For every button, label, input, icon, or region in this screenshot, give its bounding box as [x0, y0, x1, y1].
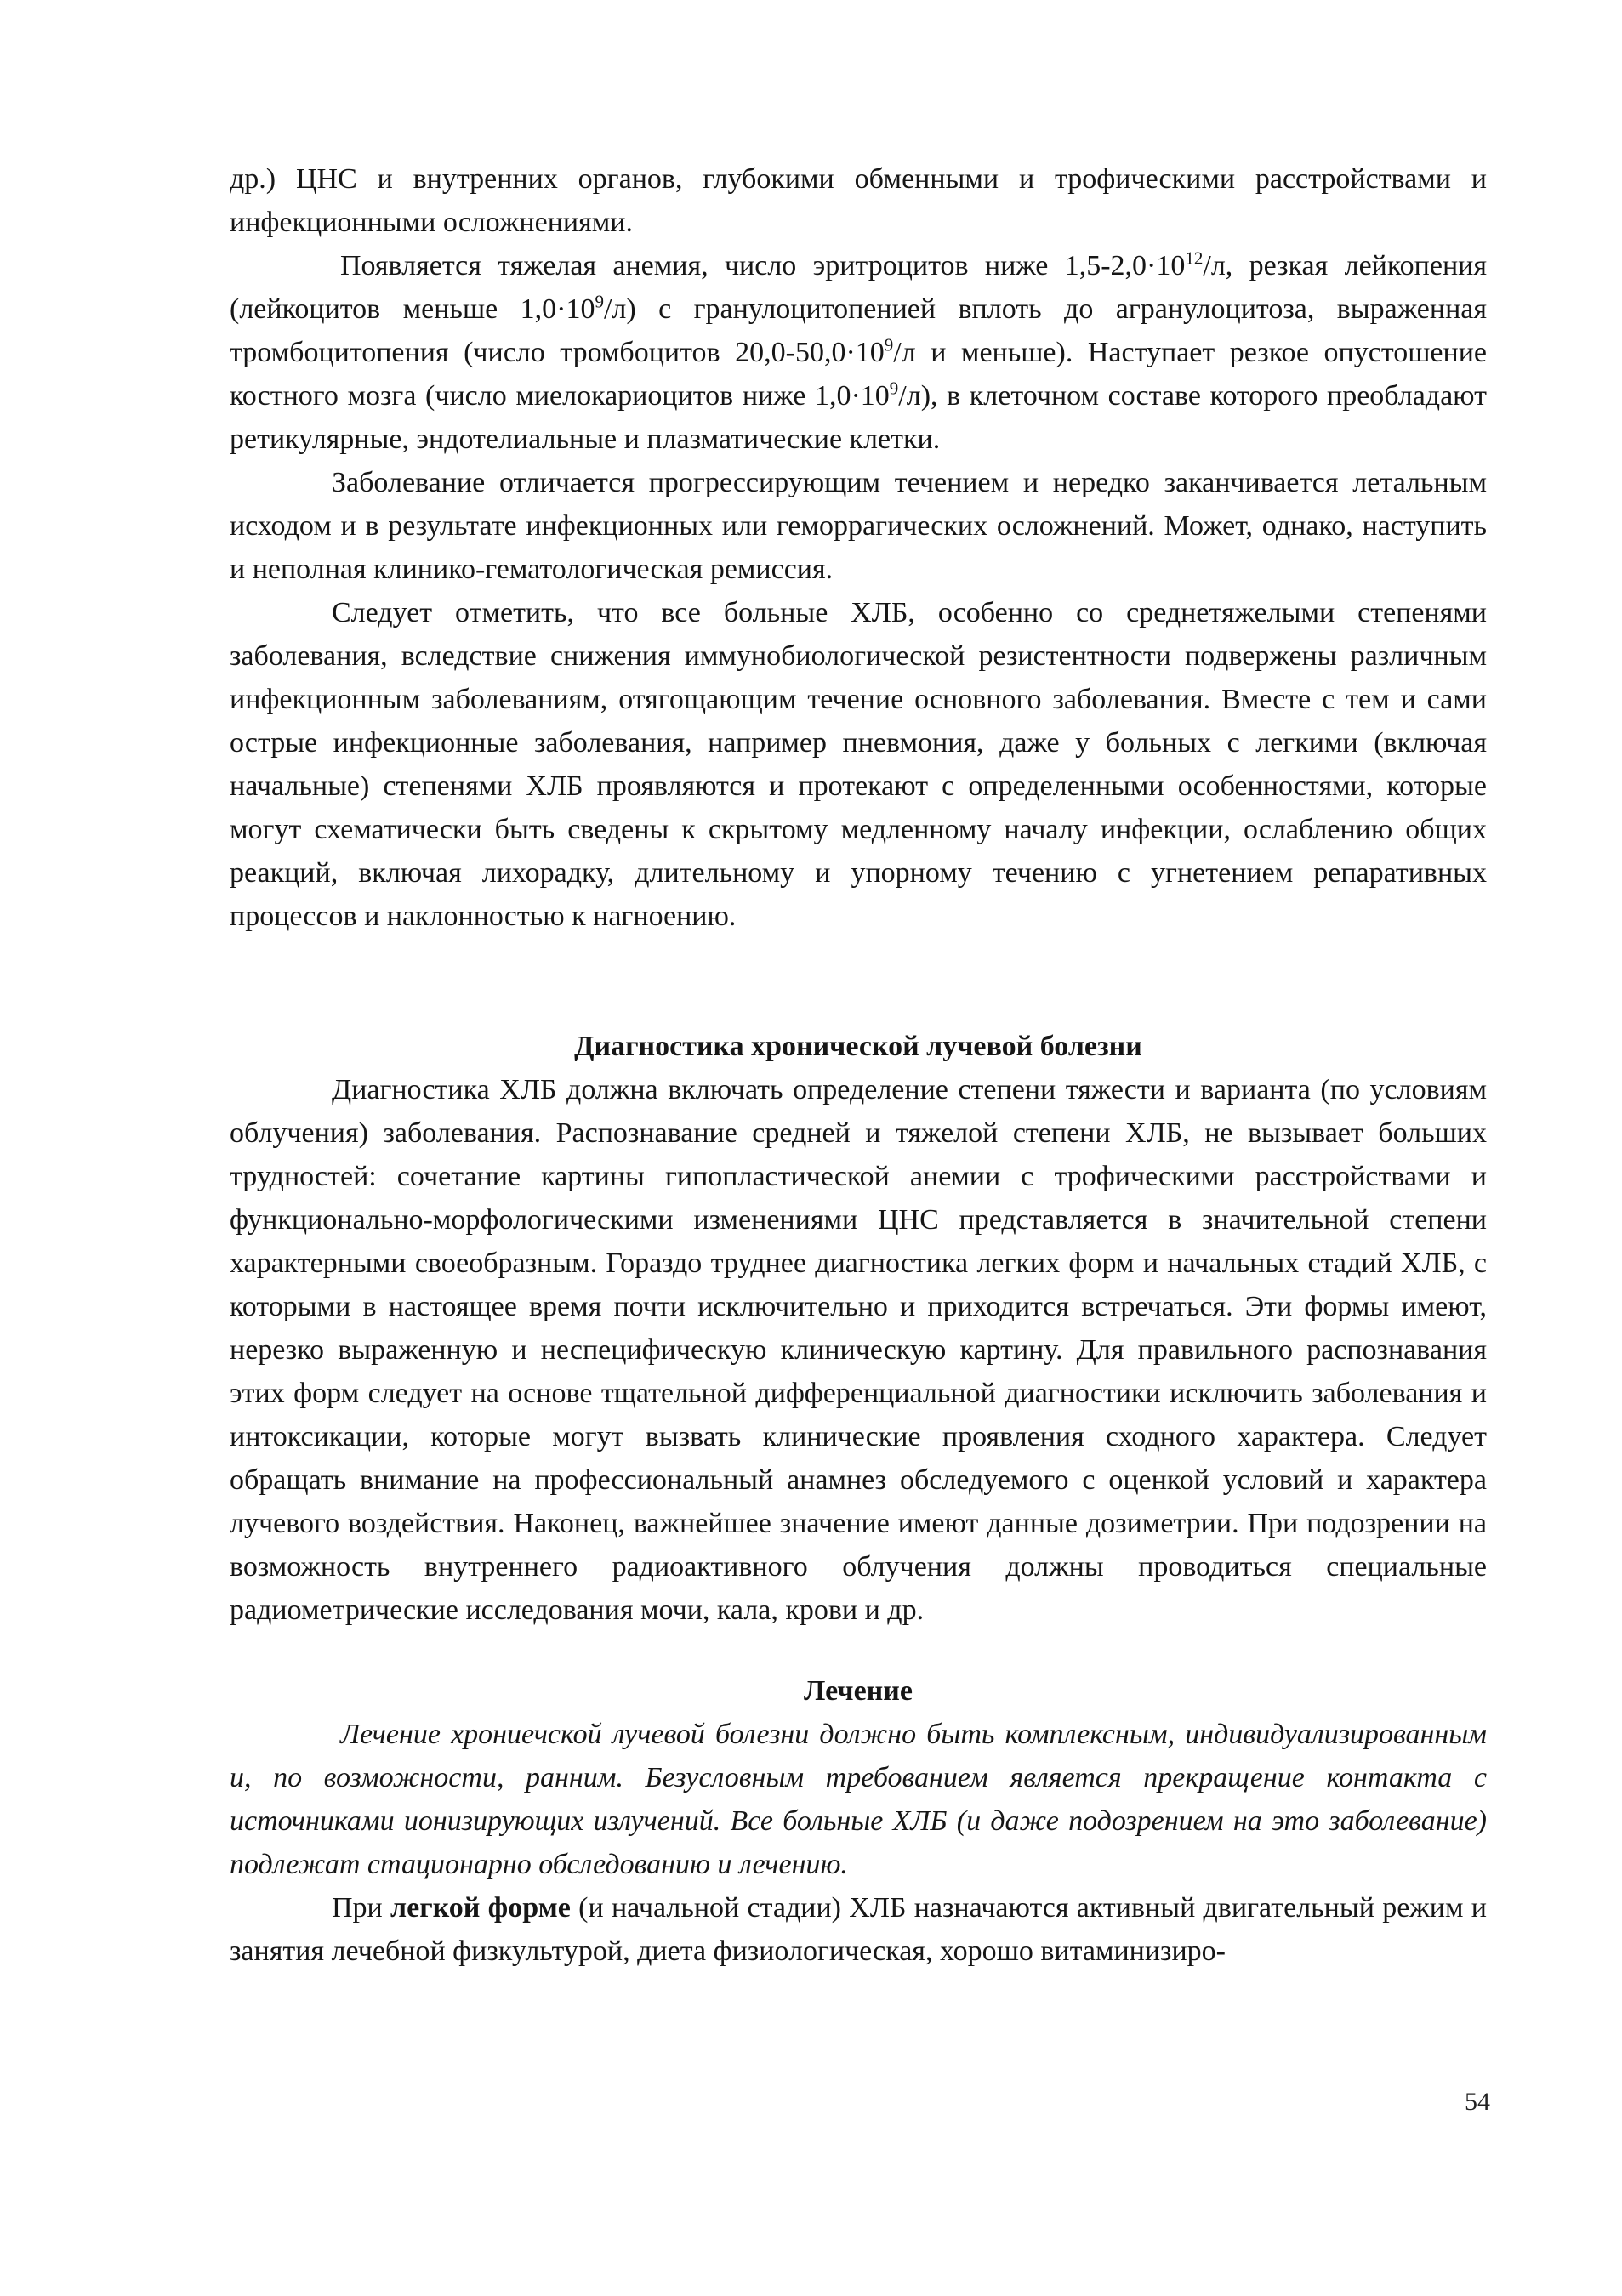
exponent: 9	[595, 291, 604, 312]
text-segment: /л, резкая лейкопения (лейкоцитов меньше 1,0·10	[230, 250, 1487, 325]
paragraph-anemia	[230, 244, 1487, 461]
text-segment: Появляется тяжелая анемия, число эритроцитов ниже 1,5-2,0·10	[340, 250, 1186, 281]
exponent: 9	[889, 378, 899, 399]
heading-treatment: Лечение	[804, 1675, 913, 1707]
text-segment: (и начальной стадии) ХЛБ назначаются активный двигательный режим и занятия лечебной физкультурой, диета физиологическая, хорошо витаминизиро-	[230, 1892, 1487, 1967]
paragraph-treatment-mild	[230, 1886, 1487, 1973]
paragraph-infections: Следует отметить, что все больные ХЛБ, особенно со среднетяжелыми степенями заболевания, вследствие снижения иммунобиологической резистентности подвержены различным инфекционным заболеваниям, отягощающим течение основного заболевания. Вместе с тем и сами острые инфекционные заболевания, например пневмония, даже у больных с легкими (включая начальные) степенями ХЛБ проявляются и протекают с определенными особенностями, которые могут схематически быть сведены к скрытому медленному началу инфекции, ослаблению общих реакций, включая лихорадку, длительному и упорному течению с угнетением репаративных процессов и наклонностью к нагноению.	[230, 597, 1487, 932]
paragraph-diagnostics: Диагностика ХЛБ должна включать определение степени тяжести и варианта (по условиям облучения) заболевания. Распознавание средней и тяжелой степени ХЛБ, не вызывает больших трудностей: сочетание картины гипопластической анемии с трофическими расстройствами и функционально-морфологическими изменениями ЦНС представляется в значительной степени характерными своеобразным. Гораздо труднее диагностика легких форм и начальных стадий ХЛБ, с которыми в настоящее время почти исключительно и приходится встречаться. Эти формы имеют, нерезко выраженную и неспецифическую клиническую картину. Для правильного распознавания этих форм следует на основе тщательной дифференциальной диагностики исключить заболевания и интоксикации, которые могут вызвать клинические проявления сходного характера. Следует обращать внимание на профессиональный анамнез обследуемого с оценкой условий и характера лучевого воздействия. Наконец, важнейшее значение имеют данные дозиметрии. При подозрении на возможность внутреннего радиоактивного облучения должны проводиться специальные радиометрические исследования мочи, кала, крови и др.	[230, 1074, 1487, 1626]
bold-term: легкой форме	[390, 1892, 571, 1924]
text-segment: /л), в клеточном составе которого преобладают ретикулярные, эндотелиальные и плазматические клетки.	[230, 380, 1487, 455]
exponent: 12	[1185, 247, 1204, 269]
heading-diagnostics: Диагностика хронической лучевой болезни	[574, 1031, 1142, 1062]
section-spacer	[230, 1632, 1487, 1669]
paragraph-intro-1: др.) ЦНС и внутренних органов, глубокими обменными и трофическими расстройствами и инфекционными осложнениями.	[230, 163, 1487, 238]
paragraph-course: Заболевание отличается прогрессирующим течением и нередко заканчивается летальным исходом и в результате инфекционных или геморрагических осложнений. Может, однако, наступить и неполная клинико-гематологическая ремиссия.	[230, 467, 1487, 585]
paragraph-treatment-italic: Лечение хрониечской лучевой болезни должно быть комплексным, индивидуализированным и, по возможности, ранним. Безусловным требованием является прекращение контакта с источниками ионизирующих излучений. Все больные ХЛБ (и даже подозрением на это заболевание) подлежат стационарно обследованию и лечению.	[230, 1719, 1487, 1880]
page-number: 54	[1465, 2088, 1490, 2116]
section-spacer	[230, 938, 1487, 1025]
text-segment: /л) с гранулоцитопенией вплоть до агранулоцитоза, выраженная тромбоцитопения (число тромбоцитов 20,0-50,0·10	[230, 293, 1487, 368]
document-page	[230, 157, 1487, 1973]
text-segment: /л и меньше). Наступает резкое опустошение костного мозга (число миелокариоцитов ниже 1,0·10	[230, 337, 1487, 412]
exponent: 9	[884, 334, 894, 355]
text-segment: При	[332, 1892, 391, 1924]
